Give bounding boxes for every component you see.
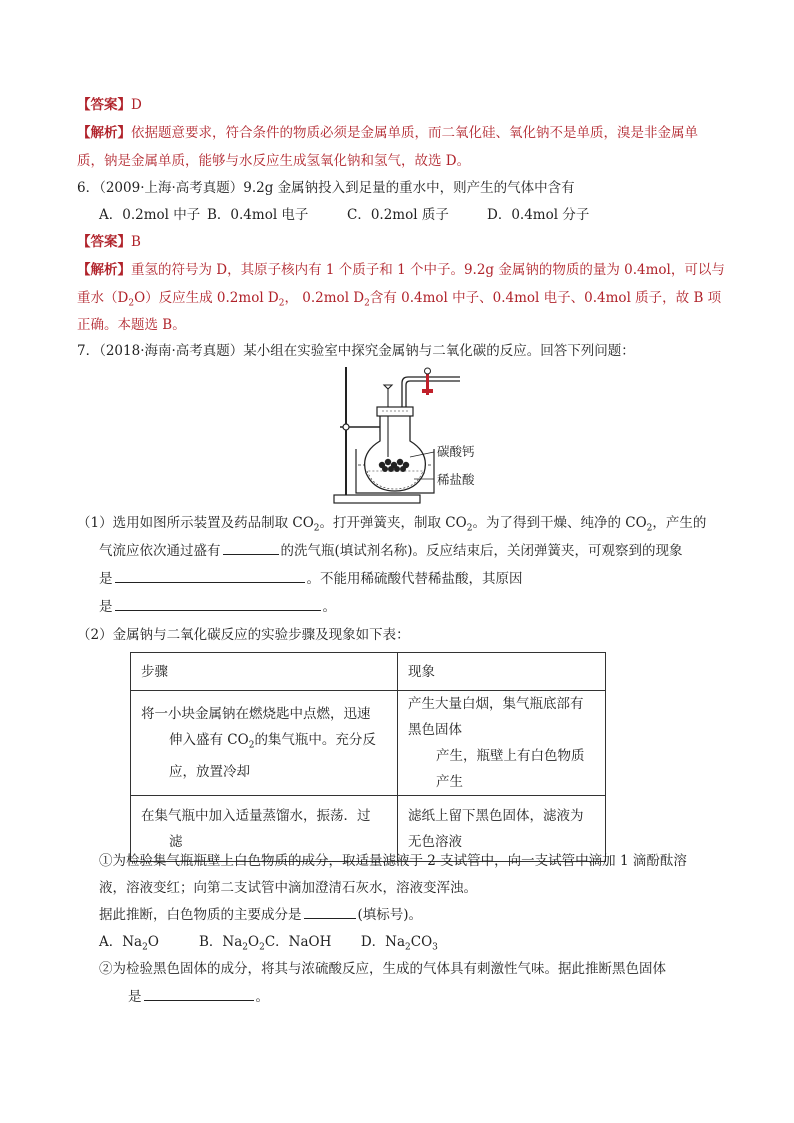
q7-p1-line4	[99, 596, 336, 618]
table-header-row	[131, 653, 606, 691]
answer-tag: 【答案】	[77, 97, 131, 113]
text-span: A．Na	[99, 934, 143, 950]
q7-p1-line2	[99, 540, 683, 562]
text-span: 的集气瓶中。充分反	[254, 732, 376, 749]
text-span: 。	[322, 599, 336, 615]
table-header-phenomenon: 现象	[398, 653, 606, 691]
q5-analysis-line2: 质，钠是金属单质，能够与水反应生成氢氧化钠和氢气，故选 D。	[77, 153, 471, 169]
q6-option-d: D．0.4mol 分子	[487, 207, 590, 223]
label-caco3: 碳酸钙	[437, 444, 475, 459]
option-a: A．$Na_2O$	[99, 934, 159, 953]
text-span: 的洗气瓶(填试剂名称)。反应结束后，关闭弹簧夹，可观察到的现象	[280, 543, 683, 559]
answer-blank[interactable]	[144, 986, 254, 1001]
table-cell-phenomenon	[398, 691, 606, 796]
q6-analysis-text: 重氢的符号为 D，其原子核内有 1 个质子和 1 个中子。9.2g 金属钠的物质的量为 0.4mol，可以与	[131, 262, 725, 278]
text-span: 气流应依次通过盛有	[99, 543, 221, 559]
q6-option-c: C．0.2mol 质子	[347, 207, 449, 223]
text-span: 。	[255, 989, 269, 1005]
text-span: 在集气瓶中加入适量蒸馏水，振荡．过	[141, 807, 371, 824]
q7-s1-line2: 液，溶液变红；向第二支试管中滴加澄清石灰水，溶液变浑浊。	[99, 880, 477, 896]
text-span: O）反应生成 0.2mol D	[134, 290, 279, 306]
text-span: CO	[410, 934, 433, 950]
text-span: 据此推断，白色物质的主要成分是	[99, 907, 302, 923]
text-span: 是	[128, 989, 142, 1005]
q7-s2-line1: ②为检验黑色固体的成分，将其与浓硫酸反应，生成的气体具有刺激性气味。据此推断黑色固体	[99, 961, 666, 977]
option-b: B．$Na_2O_2$	[199, 934, 265, 953]
text-span: D．Na	[360, 934, 406, 950]
analysis-tag: 【解析】	[77, 262, 131, 278]
text-span: 应，放置冷却	[169, 763, 250, 780]
q5-analysis-line1	[77, 122, 698, 144]
text-span: 是	[99, 571, 113, 587]
q7-s1-line1: ①为检验集气瓶瓶壁上白色物质的成分，取适量滤液于 2 支试管中，向一支试管中滴加 1 滴酚酞溶	[99, 853, 687, 869]
text-span: 重水（D	[77, 290, 129, 306]
text-span: ， 0.2mol D	[284, 290, 365, 306]
table-cell-step	[131, 691, 398, 796]
q6-option-b: B．0.4mol 电子	[207, 207, 309, 223]
q5-analysis-text: 依据题意要求，符合条件的物质必须是金属单质，而二氧化硅、氧化钠不是单质，溴是非金属单	[131, 125, 698, 141]
q6-options	[99, 204, 589, 226]
q6-answer-line	[77, 231, 141, 253]
text-span: 。为了得到干燥、纯净的 CO	[472, 515, 647, 531]
answer-blank[interactable]	[115, 568, 305, 583]
q5-answer: D	[131, 97, 142, 113]
option-d: D．$Na_2CO_3$	[360, 934, 438, 953]
text-span: 含有 0.4mol 中子、0.4mol 电子、0.4mol 质子，故 B 项	[369, 290, 722, 306]
text-span: 将一小块金属钠在燃烧匙中点燃，迅速	[141, 706, 371, 723]
q7-s1-line3	[99, 904, 422, 926]
text-span: 产生大量白烟，集气瓶底部有黑色固体	[408, 696, 584, 738]
text-span: (填标号)。	[357, 907, 423, 923]
q6-answer: B	[131, 234, 141, 250]
q7-stem: 7．（2018·海南·高考真题）某小组在实验室中探究金属钠与二氧化碳的反应。回答下列问题：	[77, 343, 635, 359]
label-hcl: 稀盐酸	[437, 472, 475, 487]
analysis-tag: 【解析】	[77, 125, 131, 141]
answer-tag: 【答案】	[77, 234, 131, 250]
q6-analysis-line3: 正确。本题选 B。	[77, 317, 186, 333]
text-span: ，产生的	[652, 515, 707, 531]
table-row	[131, 691, 606, 796]
table-cell-phenomenon: 滤纸上留下黑色固体，滤液为无色溶液	[398, 796, 606, 862]
answer-blank[interactable]	[115, 596, 321, 611]
text-span: 伸入盛有 CO	[169, 732, 249, 749]
q6-analysis-line2: 重水$(D_2O)$反应生成 0.2mol $D_2$， 0.2mol $D_2$含有 0.4mol 中子、0.4mol 电子、0.4mol 质子，故 B 项	[77, 290, 722, 309]
answer-blank[interactable]	[223, 540, 279, 555]
q7-s2-line2	[128, 986, 269, 1008]
text-span: 滤	[169, 833, 183, 850]
q6-analysis-line1	[77, 259, 725, 281]
text-span: 伸入盛有 $CO_2$的集气瓶中。充分反	[169, 732, 376, 751]
q6-option-a: A．0.2mol 中子	[99, 207, 201, 223]
text-span: O	[248, 934, 260, 950]
q7-p2-intro: （2）金属钠与二氧化碳反应的实验步骤及现象如下表：	[77, 627, 410, 643]
text-span: 。打开弹簧夹，制取 CO	[319, 515, 467, 531]
q6-stem: 6．（2009·上海·高考真题）9.2g 金属钠投入到足量的重水中，则产生的气体中含有	[77, 180, 575, 196]
option-c: C．NaOH	[264, 934, 332, 950]
q7-p1-line3	[99, 568, 523, 590]
text-span: （1）选用如图所示装置及药品制取 CO	[77, 515, 314, 531]
text-span: B．Na	[199, 934, 243, 950]
answer-blank[interactable]	[304, 904, 356, 919]
q5-answer-line	[77, 94, 142, 116]
text-span: 是	[99, 599, 113, 615]
text-span: 产生，瓶壁上有白色物质产生	[436, 748, 585, 790]
text-span: O	[147, 934, 159, 950]
experiment-table	[130, 652, 606, 862]
text-span: 。不能用稀硫酸代替稀盐酸，其原因	[306, 571, 523, 587]
table-header-step: 步骤	[131, 653, 398, 691]
q7-p1-line1: （1）选用如图所示装置及药品制取 $CO_2$。打开弹簧夹，制取 $CO_2$。为了得到干燥、纯净的 $CO_2$，产生的	[77, 515, 707, 534]
q7-s1-options	[99, 931, 438, 959]
